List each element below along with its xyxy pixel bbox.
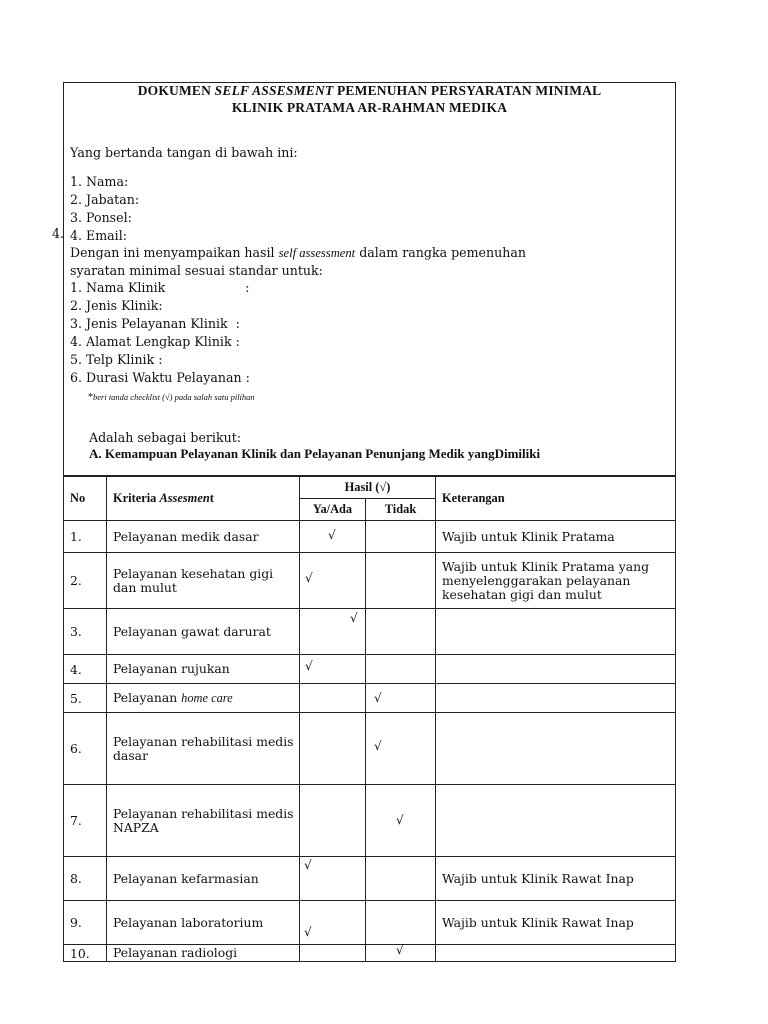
service-duration-field: 6. Durasi Waktu Pelayanan : <box>70 370 250 385</box>
row-kriteria: Pelayanan kefarmasian <box>107 857 300 901</box>
row-number: 7. <box>64 785 107 857</box>
row-number: 9. <box>64 901 107 945</box>
check-mark: √ <box>374 691 382 705</box>
row-kriteria: Pelayanan rehabilitasi medis dasar <box>107 713 300 785</box>
follows-text: Adalah sebagai berikut: <box>89 430 242 445</box>
row-keterangan: Wajib untuk Klinik Rawat Inap <box>436 857 676 901</box>
document-title-line2: KLINIK PRATAMA AR-RAHMAN MEDIKA <box>231 100 508 115</box>
cell-ya <box>300 655 366 684</box>
table-row <box>64 609 676 655</box>
cell-tidak <box>366 553 436 609</box>
check-mark: √ <box>304 858 312 872</box>
document-frame <box>63 82 676 476</box>
cell-tidak <box>366 901 436 945</box>
cell-tidak <box>366 857 436 901</box>
cell-ya <box>300 609 366 655</box>
cell-tidak <box>366 945 436 962</box>
check-mark: √ <box>305 571 313 585</box>
row-kriteria: Pelayanan kesehatan gigi dan mulut <box>107 553 300 609</box>
cell-ya <box>300 713 366 785</box>
header-keterangan: Keterangan <box>436 477 676 521</box>
assessment-table <box>63 476 676 962</box>
cell-tidak <box>366 609 436 655</box>
clinic-type-field: 2. Jenis Klinik: <box>70 298 163 313</box>
statement-text: Dengan ini menyampaikan hasil self assessment dalam rangka pemenuhan <box>70 245 526 260</box>
cell-ya <box>300 785 366 857</box>
checklist-note: *beri tanda checklist (√) pada salah satu pilihan <box>88 392 255 403</box>
table-row <box>64 857 676 901</box>
row-keterangan <box>436 713 676 785</box>
check-mark: √ <box>350 611 358 625</box>
row-kriteria: Pelayanan home care <box>107 684 300 713</box>
check-mark: √ <box>328 528 336 542</box>
cell-ya <box>300 901 366 945</box>
check-mark: √ <box>374 739 382 753</box>
row-number: 4. <box>64 655 107 684</box>
row-number: 5. <box>64 684 107 713</box>
check-mark: √ <box>305 659 313 673</box>
row-kriteria: Pelayanan medik dasar <box>107 521 300 553</box>
row-keterangan <box>436 684 676 713</box>
clinic-name-field: 1. Nama Klinik : <box>70 280 250 295</box>
identity-phone: 3. Ponsel: <box>70 210 132 225</box>
header-ya-ada: Ya/Ada <box>300 499 366 521</box>
table-row <box>64 684 676 713</box>
row-number: 6. <box>64 713 107 785</box>
statement-text-line2: syaratan minimal sesuai standar untuk: <box>70 263 323 278</box>
clinic-phone-field: 5. Telp Klinik : <box>70 352 163 367</box>
intro-text: Yang bertanda tangan di bawah ini: <box>70 145 298 160</box>
row-number: 8. <box>64 857 107 901</box>
row-number: 1. <box>64 521 107 553</box>
table-row <box>64 785 676 857</box>
cell-ya <box>300 521 366 553</box>
table-row <box>64 655 676 684</box>
table-row <box>64 553 676 609</box>
cell-tidak <box>366 713 436 785</box>
row-number: 2. <box>64 553 107 609</box>
row-kriteria: Pelayanan rujukan <box>107 655 300 684</box>
cell-ya <box>300 945 366 962</box>
cell-ya <box>300 553 366 609</box>
header-hasil: Hasil (√) <box>300 477 436 499</box>
table-row <box>64 713 676 785</box>
row-keterangan: Wajib untuk Klinik Pratama <box>436 521 676 553</box>
identity-name: 1. Nama: <box>70 174 129 189</box>
cell-tidak <box>366 655 436 684</box>
stray-number: 4. <box>52 226 65 241</box>
cell-tidak <box>366 521 436 553</box>
check-mark: √ <box>396 943 404 957</box>
row-keterangan <box>436 945 676 962</box>
table-row <box>64 901 676 945</box>
row-keterangan: Wajib untuk Klinik Pratama yang menyelenggarakan pelayanan kesehatan gigi dan mulut <box>436 553 676 609</box>
check-mark: √ <box>396 813 404 827</box>
row-kriteria: Pelayanan laboratorium <box>107 901 300 945</box>
row-number: 10. <box>64 945 107 962</box>
identity-email: 4. Email: <box>70 228 127 243</box>
row-kriteria: Pelayanan rehabilitasi medis NAPZA <box>107 785 300 857</box>
row-keterangan <box>436 609 676 655</box>
section-a-heading: A. Kemampuan Pelayanan Klinik dan Pelayanan Penunjang Medik yangDimiliki <box>89 446 541 461</box>
cell-tidak <box>366 684 436 713</box>
cell-tidak <box>366 785 436 857</box>
row-keterangan: Wajib untuk Klinik Rawat Inap <box>436 901 676 945</box>
row-keterangan <box>436 785 676 857</box>
check-mark: √ <box>304 925 312 939</box>
clinic-service-type-field: 3. Jenis Pelayanan Klinik : <box>70 316 240 331</box>
identity-position: 2. Jabatan: <box>70 192 140 207</box>
document-title-line1: DOKUMEN SELF ASSESMENT PEMENUHAN PERSYARATAN MINIMAL <box>137 83 602 98</box>
clinic-address-field: 4. Alamat Lengkap Klinik : <box>70 334 240 349</box>
header-kriteria: Kriteria Assesment <box>107 477 300 521</box>
header-tidak: Tidak <box>366 499 436 521</box>
cell-ya <box>300 857 366 901</box>
cell-ya <box>300 684 366 713</box>
row-number: 3. <box>64 609 107 655</box>
row-kriteria: Pelayanan radiologi <box>107 945 300 962</box>
row-kriteria: Pelayanan gawat darurat <box>107 609 300 655</box>
table-row <box>64 521 676 553</box>
table-row <box>64 945 676 962</box>
row-keterangan <box>436 655 676 684</box>
header-no: No <box>64 477 107 521</box>
